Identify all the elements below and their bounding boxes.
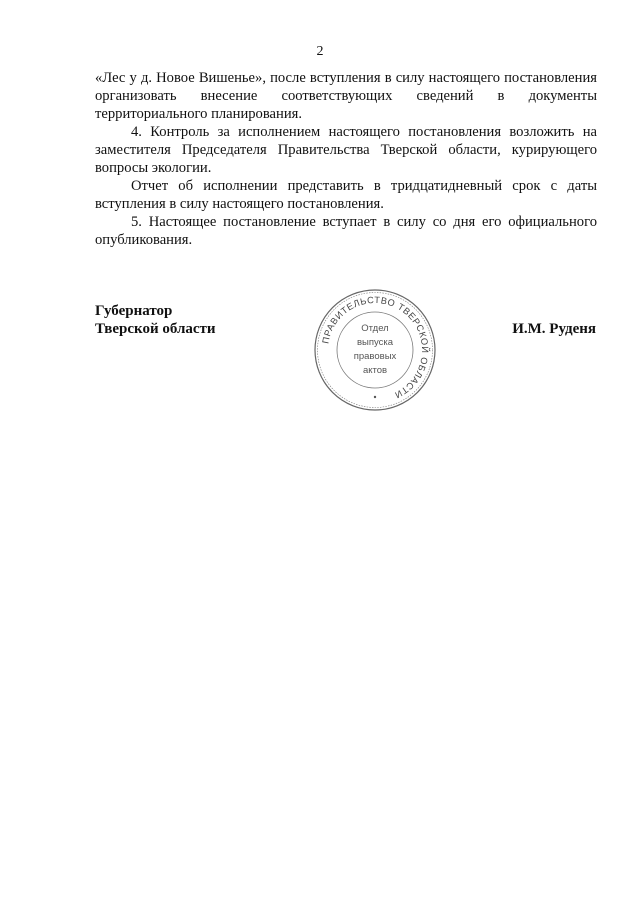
- stamp-center-line-3: правовых: [353, 351, 397, 362]
- stamp-outer-ring: [315, 290, 435, 410]
- stamp-ring-text: ПРАВИТЕЛЬСТВО ТВЕРСКОЙ ОБЛАСТИ: [320, 294, 431, 401]
- signatory-name: И.М. Руденя: [512, 321, 596, 337]
- paragraph-item-5: 5. Настоящее постановление вступает в силу со дня его официального опубликования.: [95, 214, 597, 248]
- official-stamp: [312, 287, 438, 413]
- stamp-center-line-2: выпуска: [356, 337, 394, 348]
- signature-title: [95, 302, 216, 338]
- paragraph-item-4: 4. Контроль за исполнением настоящего постановления возложить на заместителя Председателя Правительства Тверской области, курирующего вопросы экологии.: [95, 124, 597, 176]
- signature-title-line-1: Губернатор: [95, 303, 173, 319]
- document-body: [95, 69, 597, 249]
- stamp-seal-graphic: [312, 287, 438, 413]
- stamp-dotted-ring: [318, 293, 433, 408]
- stamp-center-line-1: Отдел: [361, 323, 389, 334]
- signature-title-line-2: Тверской области: [95, 321, 216, 337]
- paragraph-report: Отчет об исполнении представить в тридцатидневный срок с даты вступления в силу настоящего постановления.: [95, 178, 597, 212]
- page-number: 2: [316, 44, 324, 59]
- stamp-bottom-dot: [374, 396, 376, 398]
- stamp-center-line-4: актов: [362, 365, 388, 376]
- paragraph-continuation: «Лес у д. Новое Вишенье», после вступления в силу настоящего постановления организовать внесение соответствующих сведений в документы территориального планирования.: [95, 70, 597, 122]
